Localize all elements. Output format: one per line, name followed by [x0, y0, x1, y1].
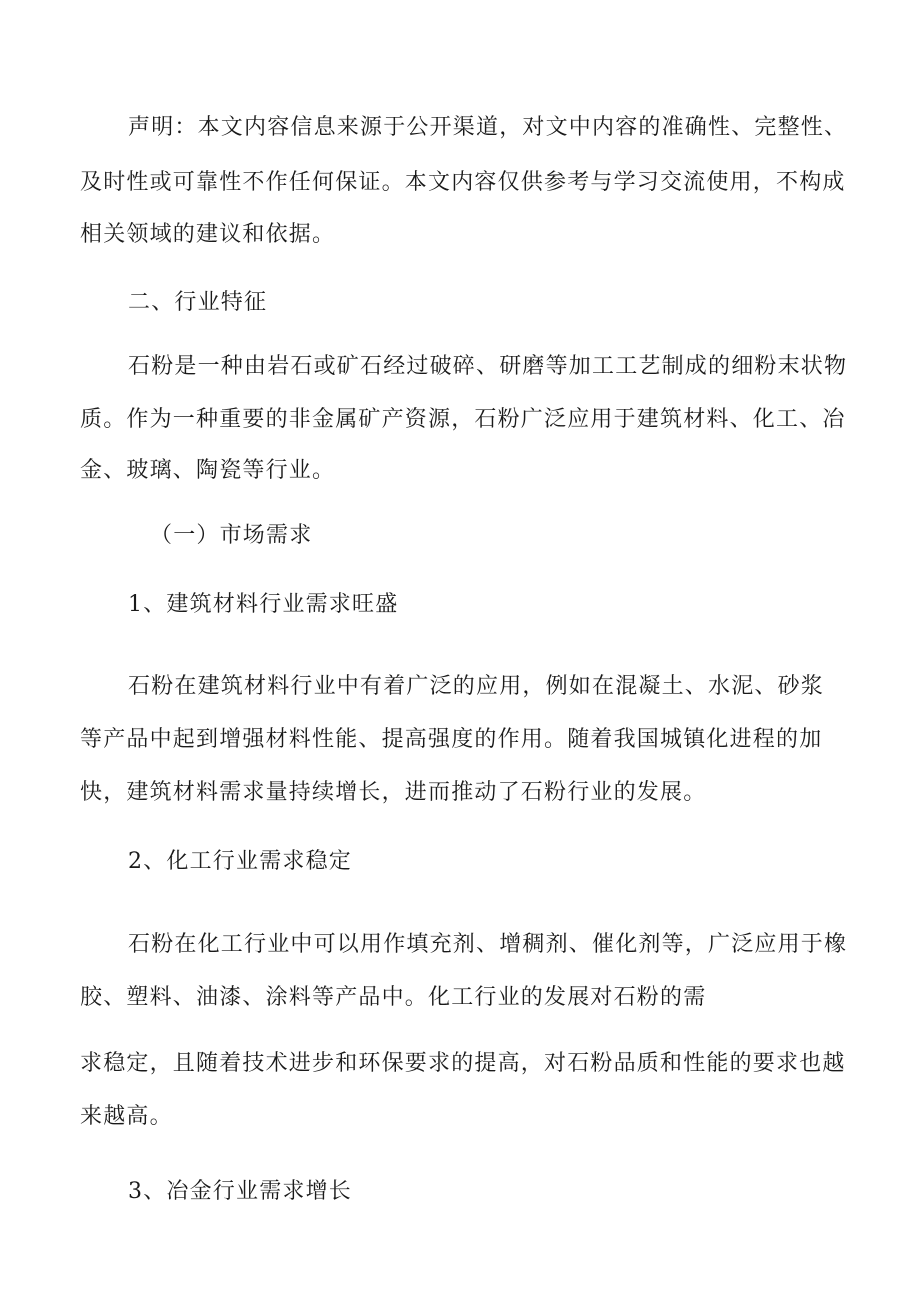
item-2-para-line-2: 胶、塑料、油漆、涂料等产品中。化工行业的发展对石粉的需 [80, 985, 707, 1010]
disclaimer-line-3: 相关领域的建议和依据。 [80, 222, 336, 247]
section-heading: 二、行业特征 [128, 290, 268, 315]
item-1-para-line-3: 快，建筑材料需求量持续增长，进而推动了石粉行业的发展。 [80, 780, 707, 805]
item-1-heading: 1、建筑材料行业需求旺盛 [128, 592, 399, 617]
item-2-para-line-3: 求稳定，且随着技术进步和环保要求的提高，对石粉品质和性能的要求也越 [80, 1051, 846, 1076]
intro-line-3: 金、玻璃、陶瓷等行业。 [80, 458, 336, 483]
intro-line-2: 质。作为一种重要的非金属矿产资源，石粉广泛应用于建筑材料、化工、冶 [80, 407, 846, 432]
disclaimer-line-2: 及时性或可靠性不作任何保证。本文内容仅供参考与学习交流使用，不构成 [80, 170, 846, 195]
item-2-heading: 2、化工行业需求稳定 [128, 849, 352, 874]
intro-line-1: 石粉是一种由岩石或矿石经过破碎、研磨等加工工艺制成的细粉末状物 [128, 354, 848, 379]
item-1-para-line-2: 等产品中起到增强材料性能、提高强度的作用。随着我国城镇化进程的加 [80, 727, 823, 752]
subsection-heading: （一）市场需求 [150, 523, 313, 548]
item-2-para-line-4: 来越高。 [80, 1104, 173, 1129]
item-2-para-line-1: 石粉在化工行业中可以用作填充剂、增稠剂、催化剂等，广泛应用于橡 [128, 932, 848, 957]
disclaimer-line-1: 声明：本文内容信息来源于公开渠道，对文中内容的准确性、完整性、 [128, 115, 848, 140]
item-3-heading: 3、冶金行业需求增长 [128, 1179, 352, 1204]
item-1-para-line-1: 石粉在建筑材料行业中有着广泛的应用，例如在混凝土、水泥、砂浆 [128, 674, 825, 699]
